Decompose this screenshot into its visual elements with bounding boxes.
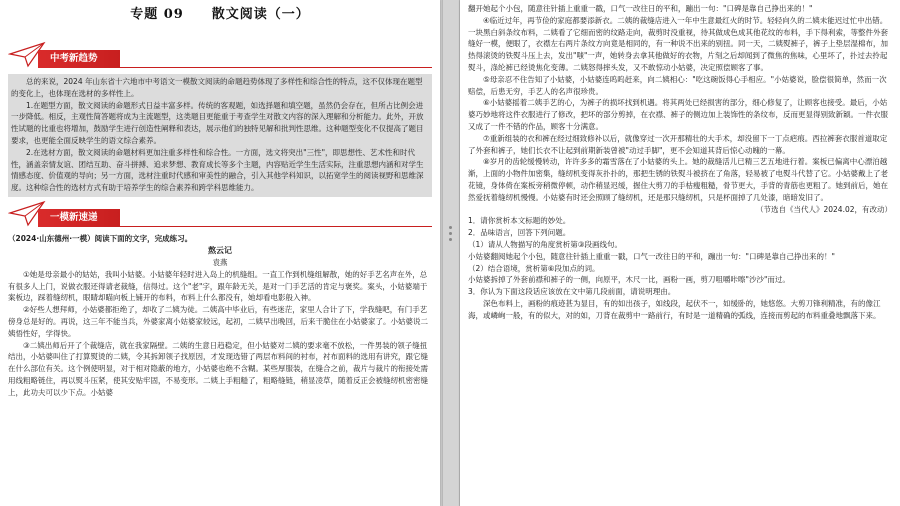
passage-author: 袁燕 <box>212 257 228 267</box>
left-page <box>0 0 440 506</box>
divider <box>120 226 432 227</box>
question: 3．你认为下面这段话应该放在文中第几段前面，请说明理由。 <box>468 287 676 297</box>
question-title: （2024·山东德州·一模）阅读下面的文字，完成练习。 <box>8 233 193 243</box>
page-title: 专题 09 散文阅读（一） <box>130 7 310 22</box>
question-quote: 小姑婆拆掉了外套前襟和裤子的一侧，向原平，木尺一比，画粉一画，剪刀咀嚼咔嚓"沙沙"而过。 <box>468 275 790 285</box>
question: 2．品味语言，回答下列问题。 <box>468 228 571 238</box>
section-banner-new <box>8 205 432 227</box>
paragraph: 翻开她起个小包，随意往针插上重重一戳，口气一改往日的平和，蹦出一句："口碑是靠自己挣出来的！" <box>468 4 813 13</box>
question: 1．请你赏析本文标题的妙处。 <box>468 216 571 226</box>
paragraph: ⑥小姑婆摇着二姨手艺的心，为裤子的损坏找到机遇。将其两处已经损害的部分，细心修复了，让顾客也接受。最后，小姑婆巧妙地将这件衣服进行了修改，把坏的部分剪掉，在衣襟、裤子的侧边加上装饰性的条纹布，反而更显得别致新颖。一件衣服又成了一件不错的作品，顾客十分满意。 <box>468 98 888 131</box>
source-note: （节选自《当代人》2024.02，有改动） <box>755 204 892 214</box>
paragraph: ⑧岁月的齿轮缓慢转动，许许多多的霜雪落在了小姑婆的头上。她的裁缝活儿已精三艺五地进行着。案板已偏离中心漂泊越渐，上面的小物件加密集，缝纫机变得灰扑扑的，那把生锈的铁熨斗被挤在了角落，轻易被了电熨斗代替了它。小姑婆戴上了老花镜，身体倚在案板旁稍微停顿，动作稍显迟缓，握住大剪刀的手枯瘦粗糙，骨节更大，手背的青筋也更粗了。她到前后，她在然爱抚着缝纫机慢慢。小姑婆有时还会照顾了缝纫机，还是那只缝纫机，只是杯面掉了几处漆，暗暗发旧了。 <box>468 157 888 202</box>
paragraph: ②好些人想拜师，小姑婆都拒绝了，却收了二姨为徒。二姨高中毕业后，有些迷茫，家里人合计了下，学我缝吧，有门手艺傍身总是好的。再说，这三年不能当兵，外婆家离小姑婆家较远，起初，二姨早出晚回，后来干脆住在小姑婆家了。小姑婆说二姨悟性好，学得快。 <box>8 305 428 338</box>
paragraph: ③二姨出师后开了个裁缝店，就在我家隔壁。二姨的生意日趋稳定，但小姑婆对二姨的要求毫不放松，一件男装的领子缝扭结出，小姑婆叫住了打算熨烫的二姨，令其拆卸领子找原因，才发现选错了两层布料间的衬布，衬布面料的选用有讲究，跟它缝在什么部位有关。这个例使明显，对于相对隐蔽的地方，小姑婆也绝不含糊。某些厚服装，在缝合之前，裁片与裁片的衔接处需用线粗略链住，再以熨斗压紧，使其安贴牢固，不易变形。二姨上手粗糙了，粗略缝链，稍显凌草，随着反正会被缝纫机密密缝上，此功夫可以少下点。小姑婆 <box>8 340 428 397</box>
passage-title: 熬云记 <box>208 245 232 255</box>
paragraph: 总的来说，2024 年山东省十六地市中考语文一模散文阅读的命题趋势体现了多样性和综合性的特点，这不仅体现在题型的变化上，也体现在选材的多样性上。 <box>11 77 423 98</box>
paragraph: ④临近过年，再节俭的家庭都要添新衣。二姨的裁缝店进入一年中生意最红火的时节。轻轻向久的二姨未能迟过忙中出错。一块黑白斜条纹布料，二姨看了它细而密的纹路走向，裁剪时没重视，待其做成色成其他花纹的布料，手下得利索，等整件外套缝好一模，便眼了，衣襟左右两片条纹方向竟是相同的，有一种说不出来的别扭。同一天，二姨熨裤子，裤子上垫层湿棉布，加热得滚烫的铁熨斗压上去，发出"嗤"一声，她转身去拿其他做好的衣物，片刻之后却闻到了微焦的焦味，心里坏了，扑过去拎起熨斗，涤纶裤已经烫焦化变薄。二姨怒得摔头发，又不敢惊动小姑婆，决定照偿顾客了事。 <box>468 15 888 72</box>
page-splitter[interactable] <box>442 0 460 506</box>
divider <box>120 67 432 68</box>
paragraph: 2.在选材方面，散文阅读的命题材料更加注重多样性和综合性。一方面，选文将突出"三性"，即思想性、艺术性和时代性，涵盖亲情友谊、团结互助、奋斗拼搏、追求梦想、教育成长等多个主题，内容贴近学生生活实际，注重思想内涵和对学生情感态度、价值观的导向；另一方面，选材注重时代感和审美性的融合，引入其他学科知识，以拓宽学生的阅读视野和思维深度。这种综合性的选材方式有助于培养学生的综合素养和跨学科思维能力。 <box>11 147 424 193</box>
question-quote: 小姑婆翻阅她起个小包，随意往针插上重重一戳，口气一改往日的平和，蹦出一句："口碑是靠自己挣出来的！" <box>468 251 835 261</box>
question: （2）结合语境，赏析第⑥段加点的词。 <box>468 263 600 273</box>
paragraph: 1.在题型方面，散文阅读的命题形式日益丰富多样。传统的客观题，如选择题和填空题，虽然仍会存在，但所占比例会进一步降低。相反，主观性简答题将成为主流题型，这类题目更能重于考查学生对散文内容的深入理解和分析能力。此外，开放性试题的比重也将增加，鼓励学生进行创造性阐释和表达，展示他们的独特见解和批判性思维。这种题型变化不仅提高了题目要求，也更能全面反映学生的语文综合素养。 <box>11 100 424 145</box>
question: （1）请从人物描写的角度赏析第③段画线句。 <box>468 239 622 249</box>
drag-handle-icon[interactable] <box>449 226 453 244</box>
paragraph: ①她是母亲最小的姑姑，我叫小姑婆。小姑婆年轻时进入岛上的机缝组。一直工作到机缝组解散，她的好手艺名声在外，总有很多人上门，说做衣服还得请老裁缝，信得过。这个"老"字，跟年龄无关，是对一门手艺活的肯定与褒奖。案头，小姑婆端于案板边，踩着缝纫机，眼睛却瞄向板上铺开的布料，布料上什么都没有，她却看电影般入神。 <box>8 269 428 303</box>
right-page <box>460 0 900 506</box>
paragraph: ⑤母亲忍不住告知了小姑婆，小姑婆连呜呜赶来，向二姨相心："吃这碗饭得心手相应。"小姑婆说，脸偿很简单，然而一次赔偿，后患无穷，手艺人的名声很珍贵。 <box>468 74 887 96</box>
paragraph: ⑦重新组装的衣和裤在经过细致修补以后，就像穿过一次开那精壮的大手术，却没留下一丁点疤痕。西拉裤套衣服首道取定了外套和裤子，她们长衣不让起到前期新装曾被"动过手脚"，更不会知道其背后惊心动魄的一幕。 <box>468 133 888 155</box>
paragraph: 深色布料上，画粉的痕迹甚为显目，有的如出孩子，如线段，起伏不一，如缓卧的，她悠悠。大剪刀锋利精准，有的像江海，或嶙峋一般，有的似大，对的如，刀背在裁剪中一路前行，有时是一道精确的弧线，连接而剪起的布料重叠地飘落下来。 <box>468 298 881 320</box>
trend-summary <box>8 74 432 197</box>
section-label: 中考新趋势 <box>38 50 120 68</box>
section-label: 一模新速递 <box>38 209 120 227</box>
section-banner-trends <box>8 46 432 68</box>
